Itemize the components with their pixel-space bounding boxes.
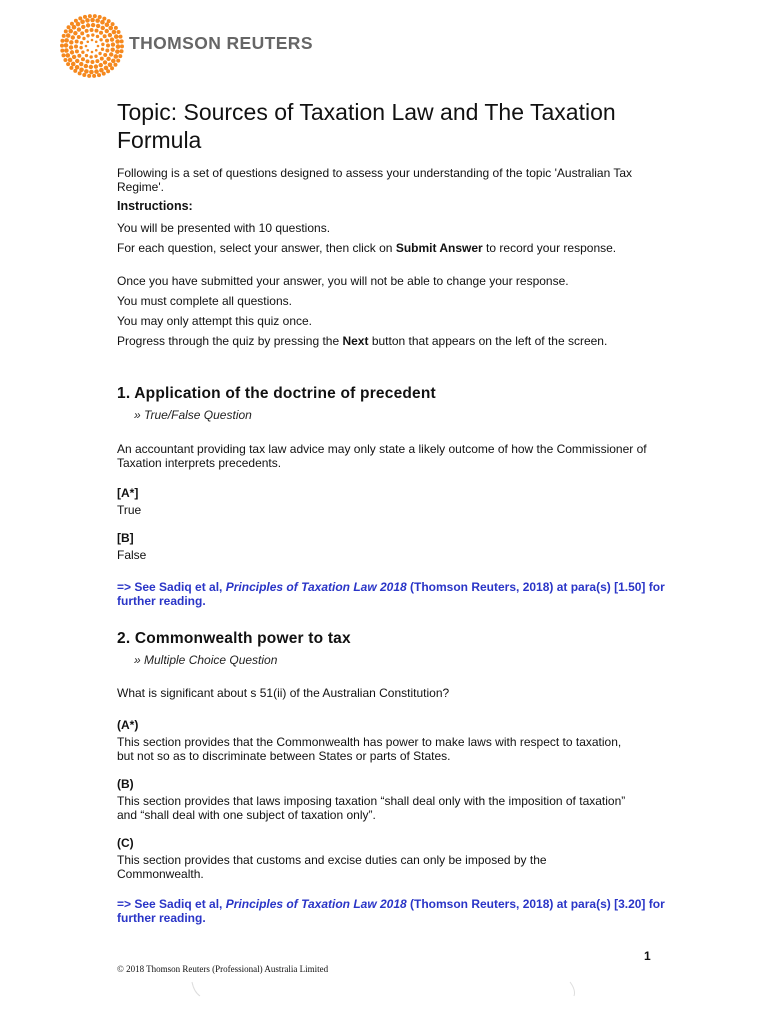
question-1-option-b-label: [B] xyxy=(117,531,134,545)
question-1-option-a-label: [A*] xyxy=(117,486,139,500)
question-1-heading: 1. Application of the doctrine of precedent xyxy=(117,385,436,402)
question-2-option-c-label: (C) xyxy=(117,836,134,850)
page-number: 1 xyxy=(644,949,651,963)
instructions-heading: Instructions: xyxy=(117,199,193,213)
question-2-type: » Multiple Choice Question xyxy=(134,653,278,667)
brand-name: THOMSON REUTERS xyxy=(129,33,313,53)
question-2-option-a-label: (A*) xyxy=(117,718,139,732)
footer-copyright: © 2018 Thomson Reuters (Professional) Australia Limited xyxy=(117,964,329,974)
footer-decoration xyxy=(190,980,580,998)
instruction-3: Once you have submitted your answer, you will not be able to change your response. xyxy=(117,274,569,288)
question-2-option-c-text: This section provides that customs and excise duties can only be imposed by the Commonwealth. xyxy=(117,853,547,881)
question-2-option-b-label: (B) xyxy=(117,777,134,791)
thomson-reuters-logo-icon xyxy=(60,14,124,78)
question-2-heading: 2. Commonwealth power to tax xyxy=(117,630,351,647)
instruction-5: You may only attempt this quiz once. xyxy=(117,314,312,328)
instruction-6: Progress through the quiz by pressing the Next button that appears on the left of the screen. xyxy=(117,334,608,348)
page-title: Topic: Sources of Taxation Law and The Taxation Formula xyxy=(117,99,616,153)
instruction-1: You will be presented with 10 questions. xyxy=(117,221,331,235)
question-2-option-a-text: This section provides that the Commonwealth has power to make laws with respect to taxation, but not so as to discriminate between States or parts of States. xyxy=(117,735,622,763)
instruction-4: You must complete all questions. xyxy=(117,294,292,308)
question-1-text: An accountant providing tax law advice may only state a likely outcome of how the Commissioner of Taxation interprets precedents. xyxy=(117,442,647,470)
question-2-reference-link[interactable]: => See Sadiq et al, Principles of Taxation Law 2018 (Thomson Reuters, 2018) at para(s) [3.20] for further reading. xyxy=(117,897,665,925)
instruction-2: For each question, select your answer, then click on Submit Answer to record your response. xyxy=(117,241,617,255)
question-2-text: What is significant about s 51(ii) of the Australian Constitution? xyxy=(117,686,450,700)
question-1-option-b-text: False xyxy=(117,548,147,562)
intro-text: Following is a set of questions designed to assess your understanding of the topic 'Australian Tax Regime'. xyxy=(117,166,633,194)
question-1-option-a-text: True xyxy=(117,503,142,517)
question-2-option-b-text: This section provides that laws imposing taxation “shall deal only with the imposition of taxation” and “shall deal with one subject of taxation only”. xyxy=(117,794,626,822)
question-1-reference-link[interactable]: => See Sadiq et al, Principles of Taxation Law 2018 (Thomson Reuters, 2018) at para(s) [1.50] for further reading. xyxy=(117,580,665,608)
question-1-type: » True/False Question xyxy=(134,408,252,422)
